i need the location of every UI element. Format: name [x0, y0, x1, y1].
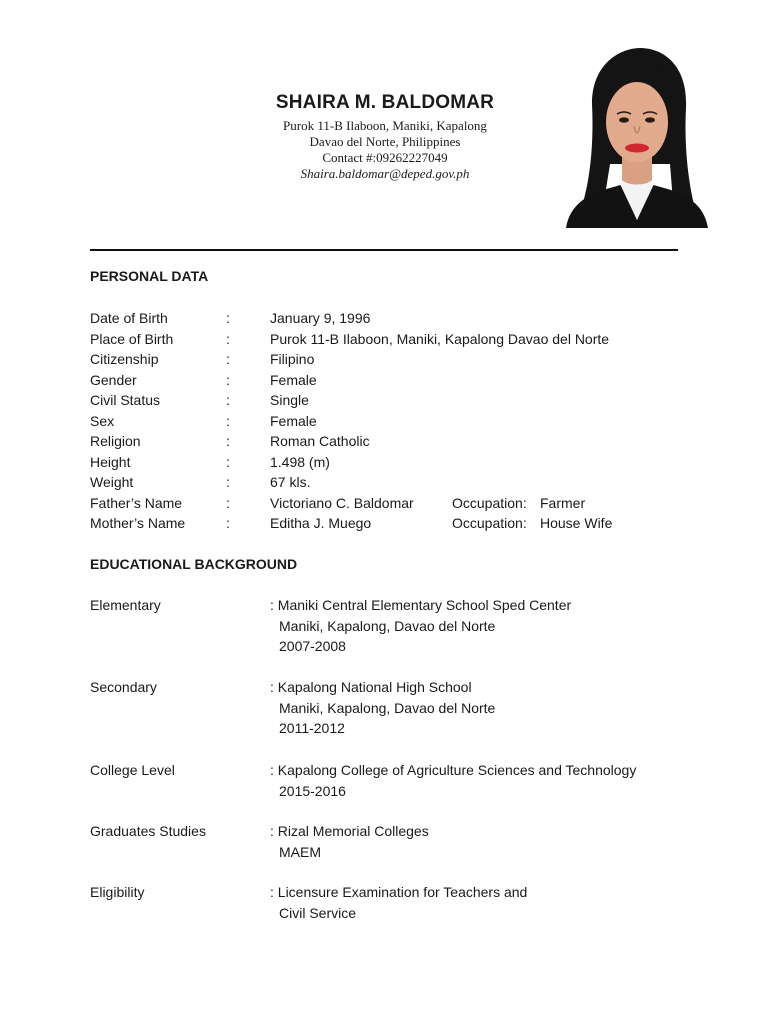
personal-data-row — [90, 433, 690, 454]
personal-data-heading: PERSONAL DATA — [90, 268, 209, 284]
address-line-2: Davao del Norte, Philippines — [309, 134, 461, 149]
education-level-label: College Level — [90, 762, 175, 778]
field-label: Gender — [90, 371, 137, 388]
field-label: Height — [90, 453, 131, 470]
education-detail-line: : Licensure Examination for Teachers and — [270, 884, 528, 900]
field-colon: : — [226, 433, 230, 449]
education-details — [270, 679, 495, 741]
profile-photo — [564, 44, 710, 228]
email-address: Shaira.baldomar@deped.gov.ph — [300, 166, 470, 181]
occupation-label: Occupation: — [452, 515, 527, 531]
personal-data-row — [90, 351, 690, 372]
education-detail-line: Maniki, Kapalong, Davao del Norte — [279, 699, 496, 716]
field-label: Weight — [90, 474, 134, 490]
education-level-label: Secondary — [90, 679, 157, 695]
field-value: 1.498 (m) — [270, 453, 330, 470]
education-detail-line: : Kapalong College of Agriculture Sciences and Technology — [270, 762, 637, 778]
occupation-value: House Wife — [540, 515, 613, 531]
field-value: Female — [270, 412, 317, 429]
applicant-name: SHAIRA M. BALDOMAR — [275, 92, 495, 113]
occupation-value: Farmer — [540, 494, 586, 511]
education-level-label: Graduates Studies — [90, 823, 206, 839]
personal-data-row — [90, 331, 690, 352]
education-detail-line: 2015-2016 — [279, 782, 346, 799]
field-label: Father’s Name — [90, 494, 183, 511]
field-colon: : — [226, 392, 230, 408]
profile-photo-portrait — [564, 44, 710, 228]
education-detail-line: : Kapalong National High School — [270, 679, 472, 695]
address-line-1: Purok 11-B Ilaboon, Maniki, Kapalong — [283, 118, 487, 133]
education-detail-line: : Rizal Memorial Colleges — [270, 823, 429, 839]
personal-data-row — [90, 413, 690, 434]
education-details — [270, 823, 429, 864]
field-label: Religion — [90, 433, 141, 449]
field-colon: : — [226, 371, 230, 388]
field-colon: : — [226, 351, 230, 367]
education-detail-line: Maniki, Kapalong, Davao del Norte — [279, 617, 496, 634]
field-label: Sex — [90, 412, 115, 429]
education-detail-line: Civil Service — [279, 904, 357, 921]
personal-data-row — [90, 310, 690, 331]
field-value: 67 kls. — [270, 474, 311, 490]
contact-number: Contact #:09262227049 — [322, 150, 448, 165]
field-value: Purok 11-B Ilaboon, Maniki, Kapalong Davao del Norte — [270, 330, 610, 347]
field-colon: : — [226, 515, 230, 531]
educational-background-heading: EDUCATIONAL BACKGROUND — [90, 556, 298, 572]
personal-data-row — [90, 474, 690, 495]
personal-data-table — [90, 310, 690, 536]
field-colon: : — [226, 330, 230, 347]
education-detail-line: 2011-2012 — [279, 720, 345, 736]
resume-header — [180, 92, 590, 182]
field-colon: : — [226, 310, 230, 326]
field-colon: : — [226, 453, 230, 470]
personal-data-row — [90, 454, 690, 475]
field-value: Single — [270, 392, 309, 408]
field-label: Date of Birth — [90, 310, 168, 326]
personal-data-row — [90, 495, 690, 516]
field-label: Place of Birth — [90, 330, 174, 347]
education-level-label: Elementary — [90, 597, 161, 613]
education-details — [270, 884, 527, 925]
field-value: Victoriano C. Baldomar — [270, 494, 414, 511]
field-label: Mother’s Name — [90, 515, 186, 531]
field-value: Roman Catholic — [270, 433, 370, 449]
education-level-label: Eligibility — [90, 884, 145, 900]
field-label: Citizenship — [90, 351, 159, 367]
education-detail-line: MAEM — [279, 843, 321, 860]
education-detail-line: : Maniki Central Elementary School Sped Center — [270, 597, 572, 613]
field-colon: : — [226, 474, 230, 490]
education-details — [270, 597, 571, 659]
field-value: Female — [270, 371, 317, 388]
field-value: Editha J. Muego — [270, 515, 372, 531]
education-detail-line: 2007-2008 — [279, 638, 346, 654]
field-value: Filipino — [270, 351, 315, 367]
field-colon: : — [226, 412, 230, 429]
education-details — [270, 762, 636, 803]
personal-data-row — [90, 392, 690, 413]
occupation-label: Occupation: — [452, 494, 527, 511]
header-divider — [90, 249, 678, 251]
field-label: Civil Status — [90, 392, 161, 408]
field-value: January 9, 1996 — [270, 310, 371, 326]
personal-data-row — [90, 372, 690, 393]
field-colon: : — [226, 494, 230, 511]
personal-data-row — [90, 515, 690, 536]
